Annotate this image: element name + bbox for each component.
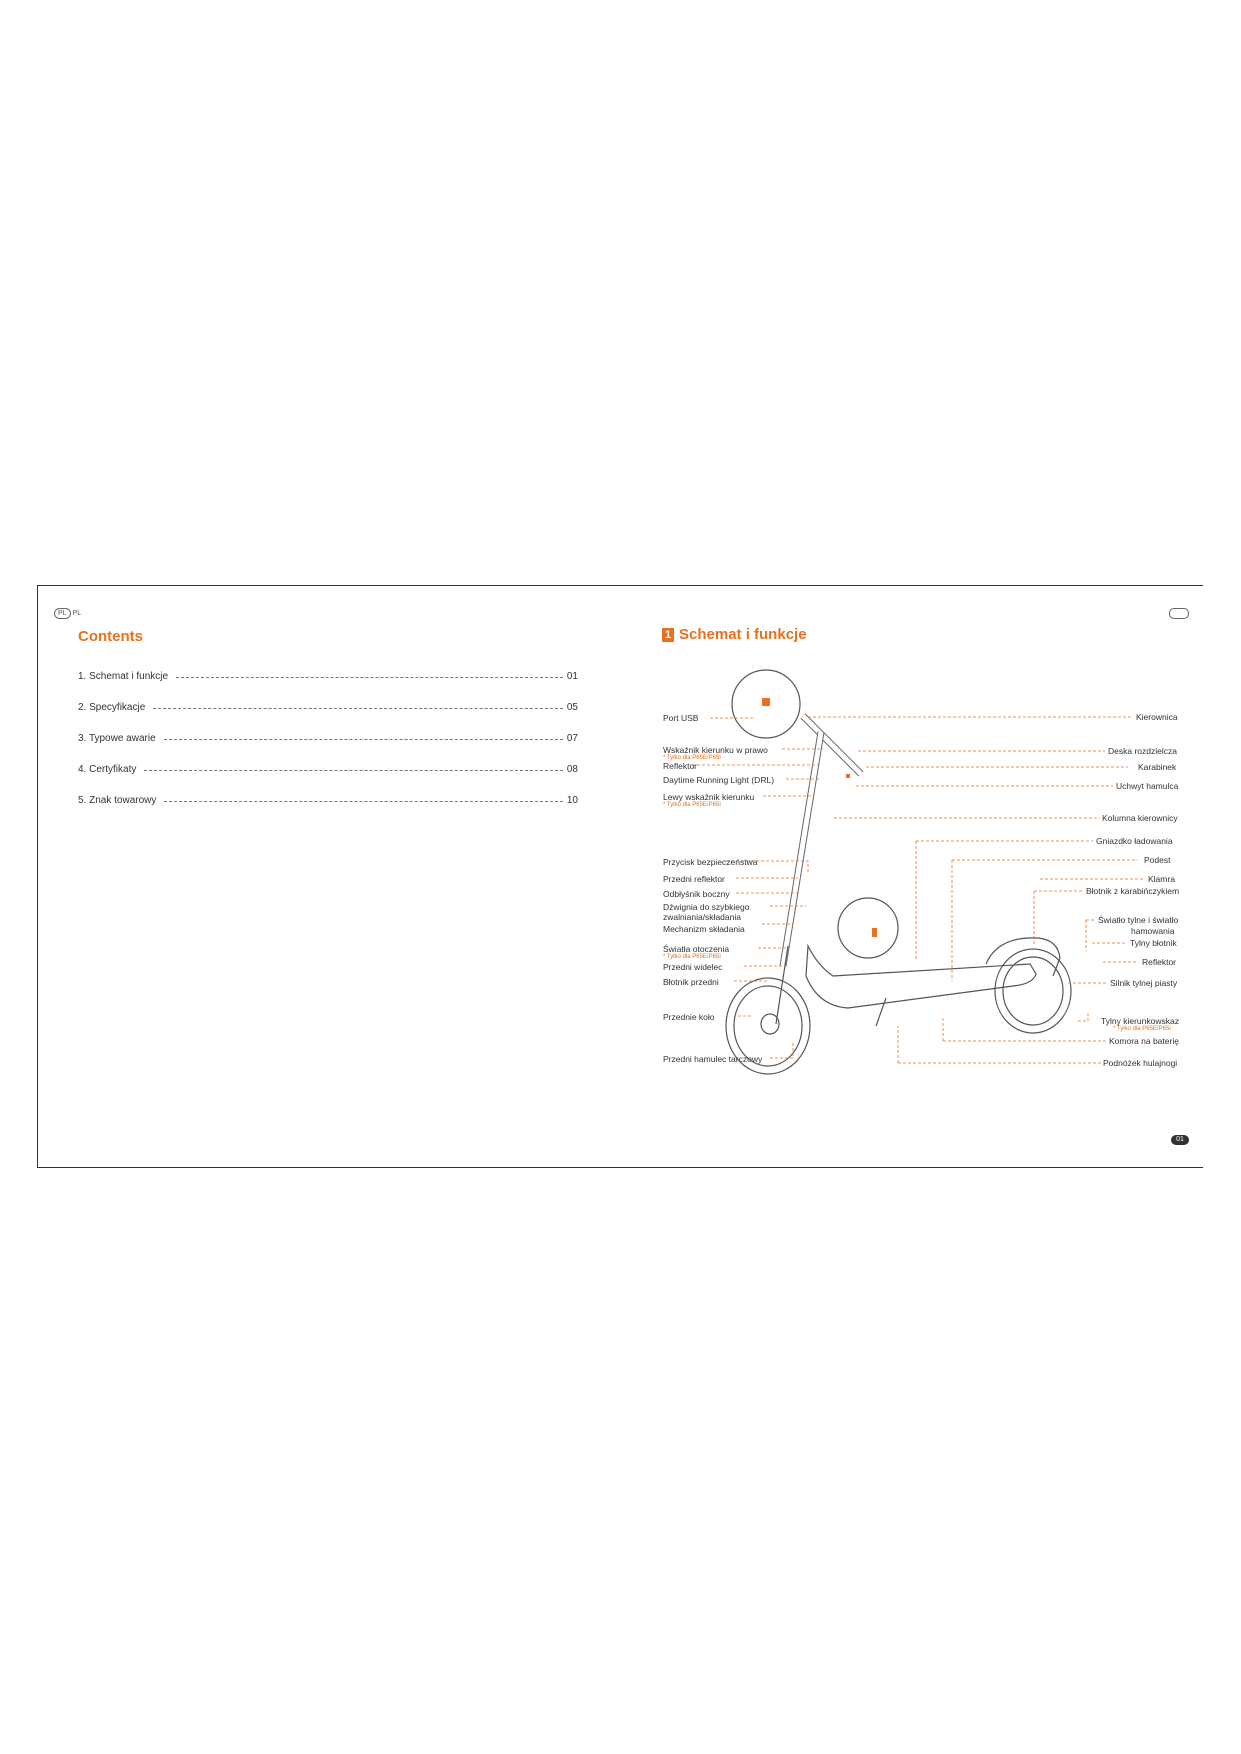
label-port-usb: Port USB <box>663 713 699 723</box>
label-rear-reflector: Reflektor <box>1142 957 1177 967</box>
language-badge: PL <box>54 608 71 619</box>
toc-item[interactable] <box>78 669 578 683</box>
label-front-disc-brake: Przedni hamulec tarczowy <box>663 1054 763 1064</box>
label-steering-column: Kolumna kierownicy <box>1102 813 1178 823</box>
toc-item-page: 08 <box>566 763 578 775</box>
label-carabiner: Karabinek <box>1138 762 1177 772</box>
label-kickstand: Podnóżek hulajnogi <box>1103 1058 1178 1068</box>
note-p65: * Tylko dla P65E/P65I <box>1113 1026 1171 1032</box>
note-p65: * Tylko dla P65E/P65I <box>663 954 721 960</box>
label-rear-turn-signal: Tylny kierunkowskaz <box>1101 1016 1179 1026</box>
label-side-reflector: Odbłyśnik boczny <box>663 889 730 899</box>
toc-item-page: 05 <box>566 701 578 713</box>
manual-spread <box>37 585 1203 1168</box>
language-indicator <box>54 608 81 619</box>
toc-item-label: 2. Specyfikacje <box>78 701 146 713</box>
toc-leader <box>153 708 563 709</box>
label-fender-carabiner: Błotnik z karabińczykiem <box>1086 886 1180 896</box>
label-deck: Podest <box>1144 855 1171 865</box>
toc-item[interactable] <box>78 762 578 776</box>
label-left-turn-signal: Lewy wskaźnik kierunku <box>663 792 755 802</box>
label-dashboard: Deska rozdzielcza <box>1108 746 1177 756</box>
note-p65: * Tylko dla P65E/P65I <box>663 802 721 808</box>
label-safety-button: Przycisk bezpieczeństwa <box>663 857 758 867</box>
label-handlebar: Kierownica <box>1136 712 1178 722</box>
toc-item-label: 1. Schemat i funkcje <box>78 670 169 682</box>
toc-leader <box>176 677 563 678</box>
label-tail-brake-light: Światło tylne i światło <box>1098 915 1179 925</box>
label-brake-lever: Uchwyt hamulca <box>1116 781 1179 791</box>
toc-leader <box>164 739 563 740</box>
label-quick-release-lever-2: zwalniania/składania <box>663 912 741 922</box>
toc-item-page: 10 <box>566 794 578 806</box>
toc-leader <box>164 801 563 802</box>
toc-item[interactable] <box>78 731 578 745</box>
scooter-diagram <box>658 646 1198 1096</box>
toc-leader <box>144 770 563 771</box>
label-folding-mechanism: Mechanizm składania <box>663 924 745 934</box>
contents-title: Contents <box>78 628 143 645</box>
section-title-text: Schemat i funkcje <box>679 626 807 643</box>
label-charging-port: Gniazdko ładowania <box>1096 836 1173 846</box>
label-front-fender: Błotnik przedni <box>663 977 719 987</box>
label-headlight: Reflektor <box>663 761 698 771</box>
toc-item[interactable] <box>78 700 578 714</box>
section-title <box>662 626 807 643</box>
label-quick-release-lever: Dźwignia do szybkiego <box>663 902 750 912</box>
toc-item[interactable] <box>78 793 578 807</box>
page-number: 01 <box>1171 1135 1189 1145</box>
section-number: 1 <box>662 628 674 642</box>
label-drl: Daytime Running Light (DRL) <box>663 775 775 785</box>
label-front-fork: Przedni widelec <box>663 962 723 972</box>
toc-item-label: 5. Znak towarowy <box>78 794 157 806</box>
label-tail-brake-light-2: hamowania <box>1131 926 1175 936</box>
note-p65: * Tylko dla P65E/P65I <box>663 755 721 761</box>
label-buckle: Klamra <box>1148 874 1175 884</box>
label-front-wheel: Przednie koło <box>663 1012 715 1022</box>
label-battery-compartment: Komora na baterię <box>1109 1036 1179 1046</box>
label-front-reflector: Przedni reflektor <box>663 874 725 884</box>
label-rear-fender: Tylny błotnik <box>1130 938 1177 948</box>
language-text: PL <box>72 610 82 617</box>
toc-item-page: 01 <box>566 670 578 682</box>
language-pill-decoration <box>1169 608 1189 619</box>
label-ambient-lights: Światła otoczenia <box>663 944 730 954</box>
toc-item-page: 07 <box>566 732 578 744</box>
toc-item-label: 3. Typowe awarie <box>78 732 156 744</box>
label-right-turn-signal: Wskaźnik kierunku w prawo <box>663 745 768 755</box>
label-rear-hub-motor: Silnik tylnej piasty <box>1110 978 1178 988</box>
toc-item-label: 4. Certyfikaty <box>78 763 137 775</box>
